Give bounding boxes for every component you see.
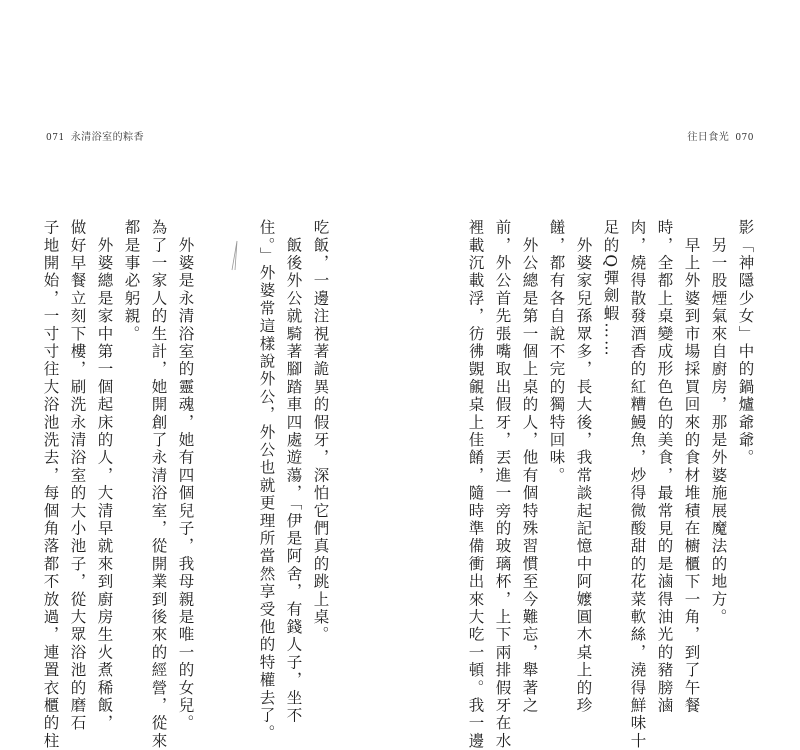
text-column: 時，全都上桌變成形色色的美食，最常見的是滷得油光的豬膀滷 — [655, 219, 674, 715]
text-column: 足的Q彈劍蝦…… — [601, 219, 620, 358]
right-book-title: 往日食光 — [687, 132, 730, 143]
left-running-head — [40, 128, 144, 143]
text-column: 飯後外公就騎著腳踏車四處遊蕩，「伊是阿舍，有錢人子，坐不 — [284, 219, 303, 725]
text-column: 外公總是第一個上桌的人，他有個特殊習慣至今難忘，舉著之 — [520, 219, 539, 715]
right-running-head — [687, 128, 760, 143]
text-column: 子地開始，一寸寸往大浴池洗去，每個角落都不放過，連置衣櫃的柱 — [41, 219, 60, 750]
text-column: 都是事必躬親。 — [122, 219, 141, 343]
text-column: 吃飯，一邊注視著詭異的假牙，深怕它們真的跳上桌。 — [311, 219, 330, 644]
text-column: 前，外公首先張嘴取出假牙，丟進一旁的玻璃杯，上下兩排假牙在水 — [493, 219, 512, 750]
pen-mark — [227, 240, 241, 272]
text-column: 為了一家人的生計，她開創了永清浴室，從開業到後來的經營，從來 — [149, 219, 168, 750]
text-column: 饈，都有各自說不完的獨特回味。 — [547, 219, 566, 485]
text-column: 另一股煙氣來自廚房，那是外婆施展魔法的地方。 — [709, 219, 728, 627]
text-column: 影「神隱少女」中的鍋爐爺爺。 — [736, 219, 755, 467]
text-column: 外婆總是家中第一個起床的人，大清早就來到廚房生火煮稀飯， — [95, 219, 114, 733]
right-page-number: 070 — [735, 133, 754, 143]
text-column: 外婆是永清浴室的靈魂，她有四個兒子，我母親是唯一的女兒。 — [176, 219, 195, 733]
left-chapter-title: 永清浴室的粽香 — [70, 132, 145, 143]
text-column: 外婆家兒孫眾多，長大後，我常談起記憶中阿嬤圓木桌上的珍 — [574, 219, 593, 715]
text-column: 早上外婆到市場採買回來的食材堆積在櫥櫃下一角，到了午餐 — [682, 219, 701, 715]
left-page-number: 071 — [46, 133, 65, 143]
text-column: 住。」外婆常這樣說外公，外公也就更理所當然享受他的特權去了。 — [257, 219, 276, 743]
text-column: 肉，燒得散發酒香的紅糟鰻魚，炒得微酸甜的花菜軟絲，澆得鮮味十 — [628, 219, 647, 750]
text-column: 做好早餐立刻下樓，刷洗永清浴室的大小池子，從大眾浴池的磨石 — [68, 219, 87, 733]
text-column: 裡載沉載浮，彷彿覬覦桌上佳餚，隨時準備衝出來大吃一頓。我一邊 — [466, 219, 485, 750]
